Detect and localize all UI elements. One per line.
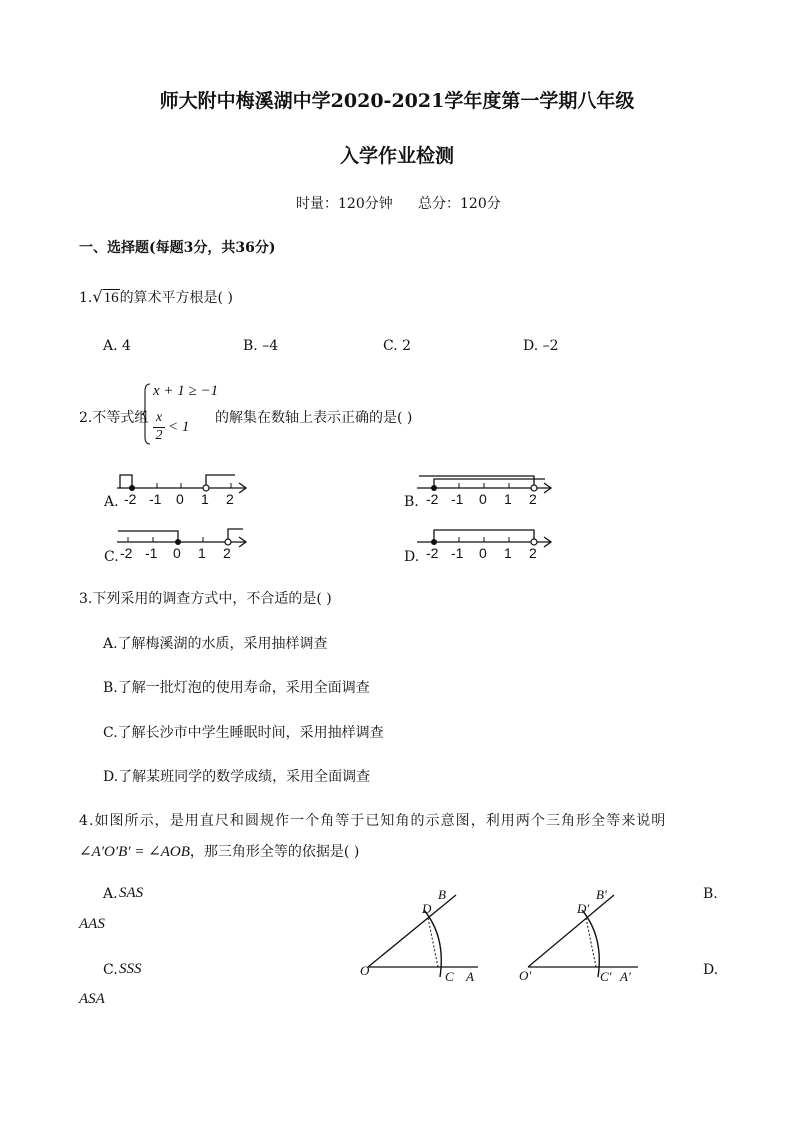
q2-option-d-label: D.: [404, 549, 420, 565]
angle-construction-figure-copy: [516, 882, 646, 988]
q4-stem-line2-text: ，那三角形全等的依据是( ): [189, 844, 360, 860]
q2-option-a-label: A.: [104, 494, 119, 510]
exam-time: 时量：120分钟: [296, 196, 393, 212]
q4-option-b-value: AAS: [79, 916, 105, 932]
label-a: A: [466, 969, 474, 984]
q2-brace: [142, 383, 152, 445]
number-line-d: [415, 526, 560, 562]
label-b: B: [438, 887, 446, 902]
q4-option-a-label: A.: [103, 886, 118, 902]
q3-option-a: A.了解梅溪湖的水质，采用抽样调查: [103, 636, 328, 652]
tick-label: 2: [226, 491, 234, 507]
q1-option-d: D. –2: [523, 338, 559, 354]
tick-label: -2: [426, 545, 439, 561]
tick-label: 1: [504, 491, 512, 507]
q4-option-a-value: SAS: [119, 885, 144, 901]
tick-label: 2: [529, 545, 537, 561]
number-line-c: [115, 526, 255, 562]
exam-total-score: 总分：120分: [418, 196, 501, 212]
label-c: C: [445, 969, 454, 984]
q2-number: 2.不等式组: [79, 410, 149, 426]
solution-ray-right: [434, 479, 545, 488]
q4-option-c-label: C.: [103, 962, 118, 978]
tick-label: 1: [504, 545, 512, 561]
label-d: D: [422, 901, 432, 916]
q2-option-c-label: C.: [104, 549, 119, 565]
q2-fraction-denominator: 2: [155, 428, 163, 443]
tick-label: 1: [198, 545, 206, 561]
q1-option-b: B. –4: [243, 338, 279, 354]
exam-title: 师大附中梅溪湖中学2020-2021学年度第一学期八年级: [159, 90, 635, 112]
q1-number: 1.: [79, 290, 93, 306]
tick-label: -1: [451, 491, 464, 507]
solution-ray-left: [118, 531, 178, 542]
tick-label: -2: [120, 545, 133, 561]
tick-label: 1: [201, 491, 209, 507]
q1-option-a: A. 4: [103, 338, 131, 354]
exam-subtitle: 入学作业检测: [339, 145, 454, 167]
q4-stem-line1: 4.如图所示，是用直尺和圆规作一个角等于已知角的示意图，利用两个三角形全等来说明: [79, 813, 667, 829]
q3-option-d: D.了解某班同学的数学成绩，采用全面调查: [103, 769, 371, 785]
tick-label: 0: [479, 491, 487, 507]
tick-label: -2: [124, 491, 137, 507]
q1-stem: [79, 287, 233, 307]
q4-option-c-value: SSS: [119, 961, 142, 977]
tick-label: -1: [145, 545, 158, 561]
q4-option-b-label: B.: [703, 886, 718, 902]
section-heading-choice: 一、选择题(每题3分，共36分): [79, 240, 276, 256]
q2-text: 的解集在数轴上表示正确的是( ): [215, 410, 413, 426]
q4-stem-line2: [79, 841, 359, 861]
tick-label: -1: [451, 545, 464, 561]
q4-angle-equation: ∠A′O′B′ = ∠AOB: [79, 844, 190, 860]
label-c-prime: C′: [600, 969, 612, 984]
label-o: O: [360, 963, 370, 978]
label-a-prime: A′: [620, 969, 631, 984]
label-o-prime: O′: [519, 968, 532, 983]
q2-fraction-numerator: x: [155, 410, 163, 425]
number-line-b: [415, 472, 560, 508]
q3-option-b: B.了解一批灯泡的使用寿命，采用全面调查: [103, 680, 370, 696]
q4-option-d-value: ASA: [79, 991, 105, 1007]
tick-label: 2: [223, 545, 231, 561]
tick-label: -1: [149, 491, 162, 507]
q3-option-c: C.了解长沙市中学生睡眠时间，采用抽样调查: [103, 725, 384, 741]
q1-option-c: C. 2: [383, 338, 412, 354]
q1-radicand: 16: [103, 290, 119, 306]
q3-stem: 3.下列采用的调查方式中，不合适的是( ): [79, 591, 332, 607]
tick-label: 0: [173, 545, 181, 561]
number-line-a: [115, 472, 255, 508]
label-b-prime: B′: [596, 887, 607, 902]
tick-label: 0: [176, 491, 184, 507]
q2-option-b-label: B.: [404, 494, 419, 510]
q2-inequality-2-relation: < 1: [168, 419, 190, 435]
q1-text: 的算术平方根是( ): [119, 290, 233, 306]
q2-inequality-1: x + 1 ≥ −1: [153, 383, 219, 399]
tick-label: 0: [479, 545, 487, 561]
tick-label: -2: [426, 491, 439, 507]
angle-construction-figure-original: [358, 882, 488, 988]
tick-label: 2: [529, 491, 537, 507]
sqrt-sign: √: [92, 287, 103, 306]
label-d-prime: D′: [577, 901, 590, 916]
q4-option-d-label: D.: [703, 962, 719, 978]
